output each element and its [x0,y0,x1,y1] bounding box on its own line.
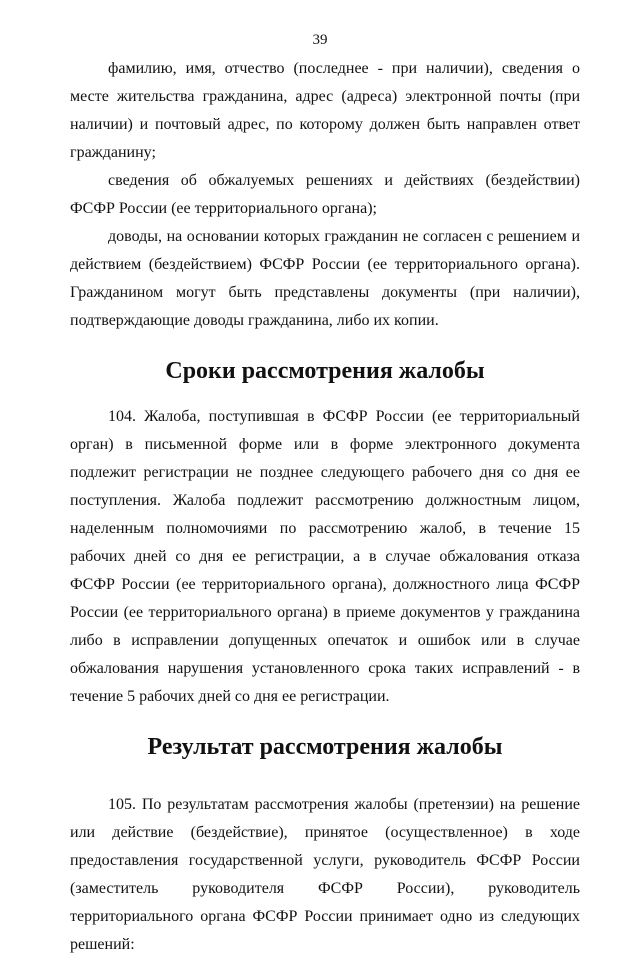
paragraph-105: 105. По результатам рассмотрения жалобы (претензии) на решение или действие (бездействие), принятое (осуществленное) в ходе предоставления государственной услуги, руководитель ФСФР России (заместитель руководителя ФСФР России), руководитель территориального органа ФСФР России принимает одно из следующих решений: [70,796,580,953]
section-heading-review-result: Результат рассмотрения жалобы [147,734,503,760]
paragraph-complainant-details: фамилию, имя, отчество (последнее - при наличии), сведения о месте жительства гражданина, адрес (адреса) электронной почты (при наличии) и почтовый адрес, по которому должен быть направлен ответ гражданину; [70,60,580,161]
paragraph-104: 104. Жалоба, поступившая в ФСФР России (ее территориальный орган) в письменной форме или в форме электронного документа подлежит регистрации не позднее следующего рабочего дня со дня ее поступления. Жалоба подлежит рассмотрению должностным лицом, наделенным полномочиями по рассмотрению жалоб, в течение 15 рабочих дней со дня ее регистрации, а в случае обжалования отказа ФСФР России (ее территориального органа), должностного лица ФСФР России (ее территориального органа) в приеме документов у гражданина либо в исправлении допущенных опечаток и ошибок или в случае обжалования нарушения установленного срока таких исправлений - в течение 5 рабочих дней со дня ее регистрации. [70,408,580,705]
document-body [70,55,580,959]
section-heading-review-period: Сроки рассмотрения жалобы [165,358,485,384]
paragraph-appealed-decisions: сведения об обжалуемых решениях и действиях (бездействии) ФСФР России (ее территориального органа); [70,172,580,217]
paragraph-arguments: доводы, на основании которых гражданин не согласен с решением и действием (бездействием) ФСФР России (ее территориального органа). Гражданином могут быть представлены документы (при наличии), подтверждающие доводы гражданина, либо их копии. [70,228,580,329]
page-number: 39 [312,32,328,48]
